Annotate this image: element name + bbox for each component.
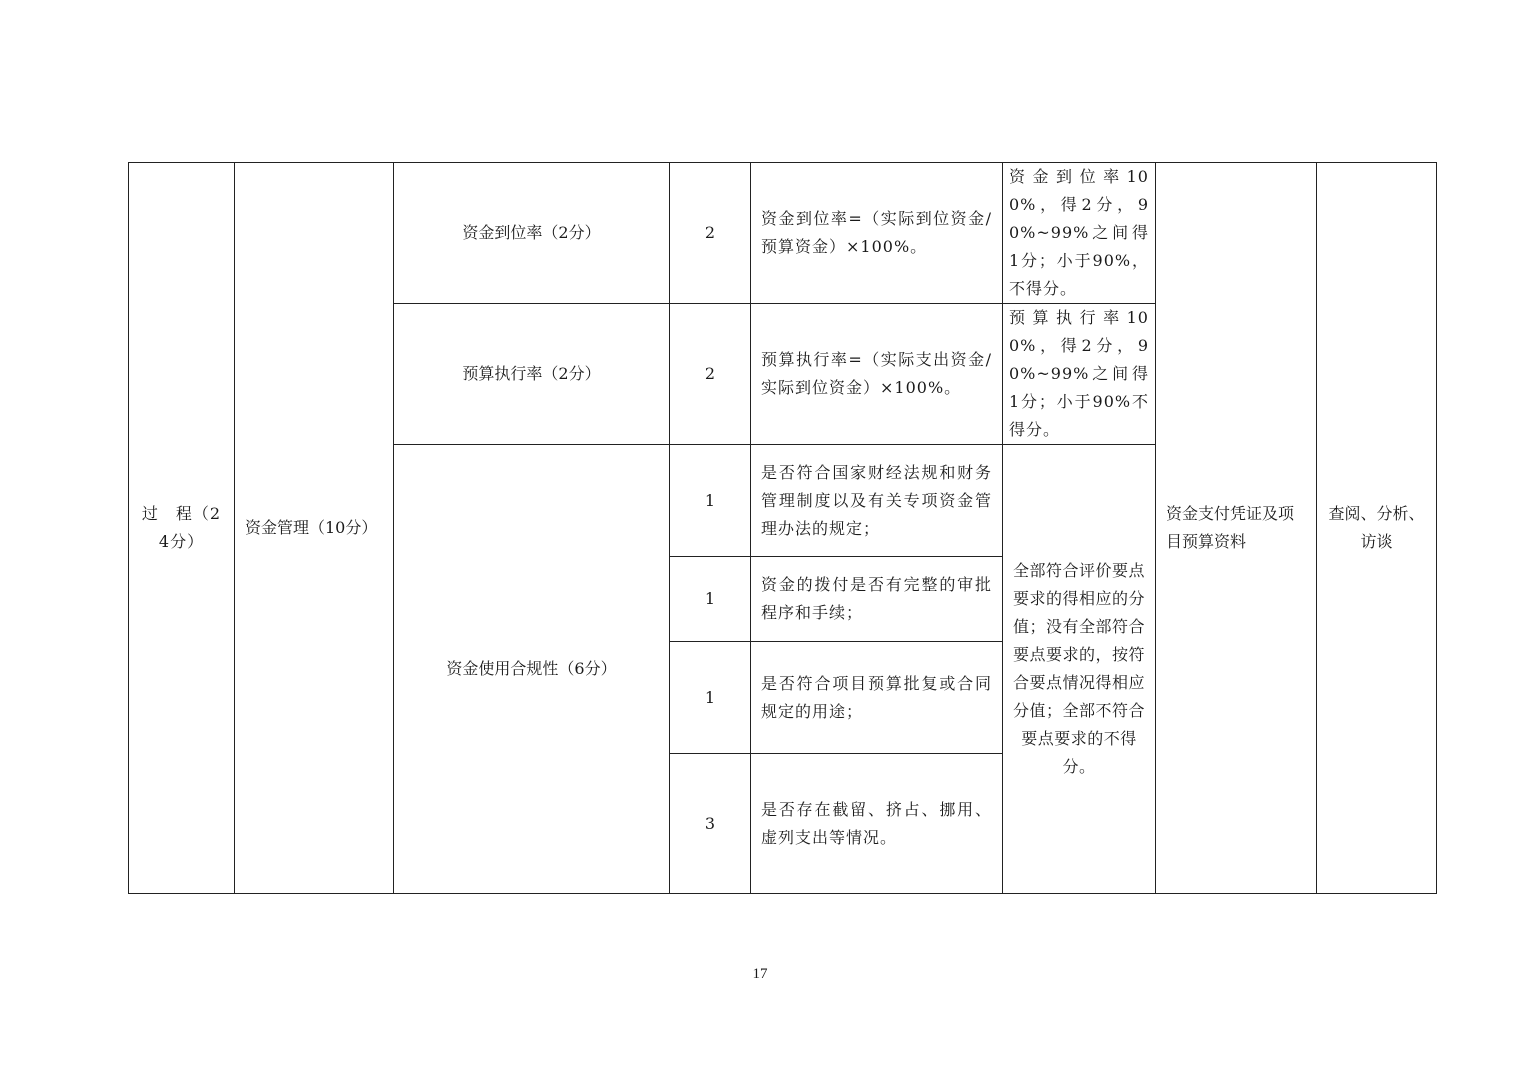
indicator-cell: 资金到位率（2分） bbox=[394, 163, 670, 304]
description-cell: 是否存在截留、挤占、挪用、虚列支出等情况。 bbox=[751, 754, 1003, 894]
score-cell: 2 bbox=[670, 163, 751, 304]
description-cell: 预算执行率=（实际支出资金/实际到位资金）×100%。 bbox=[751, 304, 1003, 445]
score-cell: 2 bbox=[670, 304, 751, 445]
evaluation-table bbox=[128, 162, 1437, 894]
level2-indicator-cell: 资金管理（10分） bbox=[235, 163, 394, 894]
table-row bbox=[129, 163, 1437, 304]
description-cell: 资金到位率=（实际到位资金/预算资金）×100%。 bbox=[751, 163, 1003, 304]
score-cell: 1 bbox=[670, 642, 751, 754]
criteria-cell: 预算执行率100%，得2分，90%~99%之间得1分；小于90%不得分。 bbox=[1003, 304, 1156, 445]
indicator-cell: 预算执行率（2分） bbox=[394, 304, 670, 445]
description-cell: 是否符合项目预算批复或合同规定的用途； bbox=[751, 642, 1003, 754]
description-cell: 资金的拨付是否有完整的审批程序和手续； bbox=[751, 557, 1003, 642]
evidence-cell: 资金支付凭证及项目预算资料 bbox=[1156, 163, 1317, 894]
description-cell: 是否符合国家财经法规和财务管理制度以及有关专项资金管理办法的规定； bbox=[751, 445, 1003, 557]
score-cell: 3 bbox=[670, 754, 751, 894]
indicator-cell: 资金使用合规性（6分） bbox=[394, 445, 670, 894]
page-number: 17 bbox=[752, 966, 768, 982]
score-cell: 1 bbox=[670, 445, 751, 557]
criteria-cell: 资金到位率100%，得2分，90%~99%之间得1分；小于90%，不得分。 bbox=[1003, 163, 1156, 304]
method-cell: 查阅、分析、访谈 bbox=[1317, 163, 1437, 894]
score-cell: 1 bbox=[670, 557, 751, 642]
criteria-cell: 全部符合评价要点要求的得相应的分值；没有全部符合要点要求的，按符合要点情况得相应分值；全部不符合要点要求的不得分。 bbox=[1003, 445, 1156, 894]
level1-indicator-cell: 过 程（24分） bbox=[129, 163, 235, 894]
